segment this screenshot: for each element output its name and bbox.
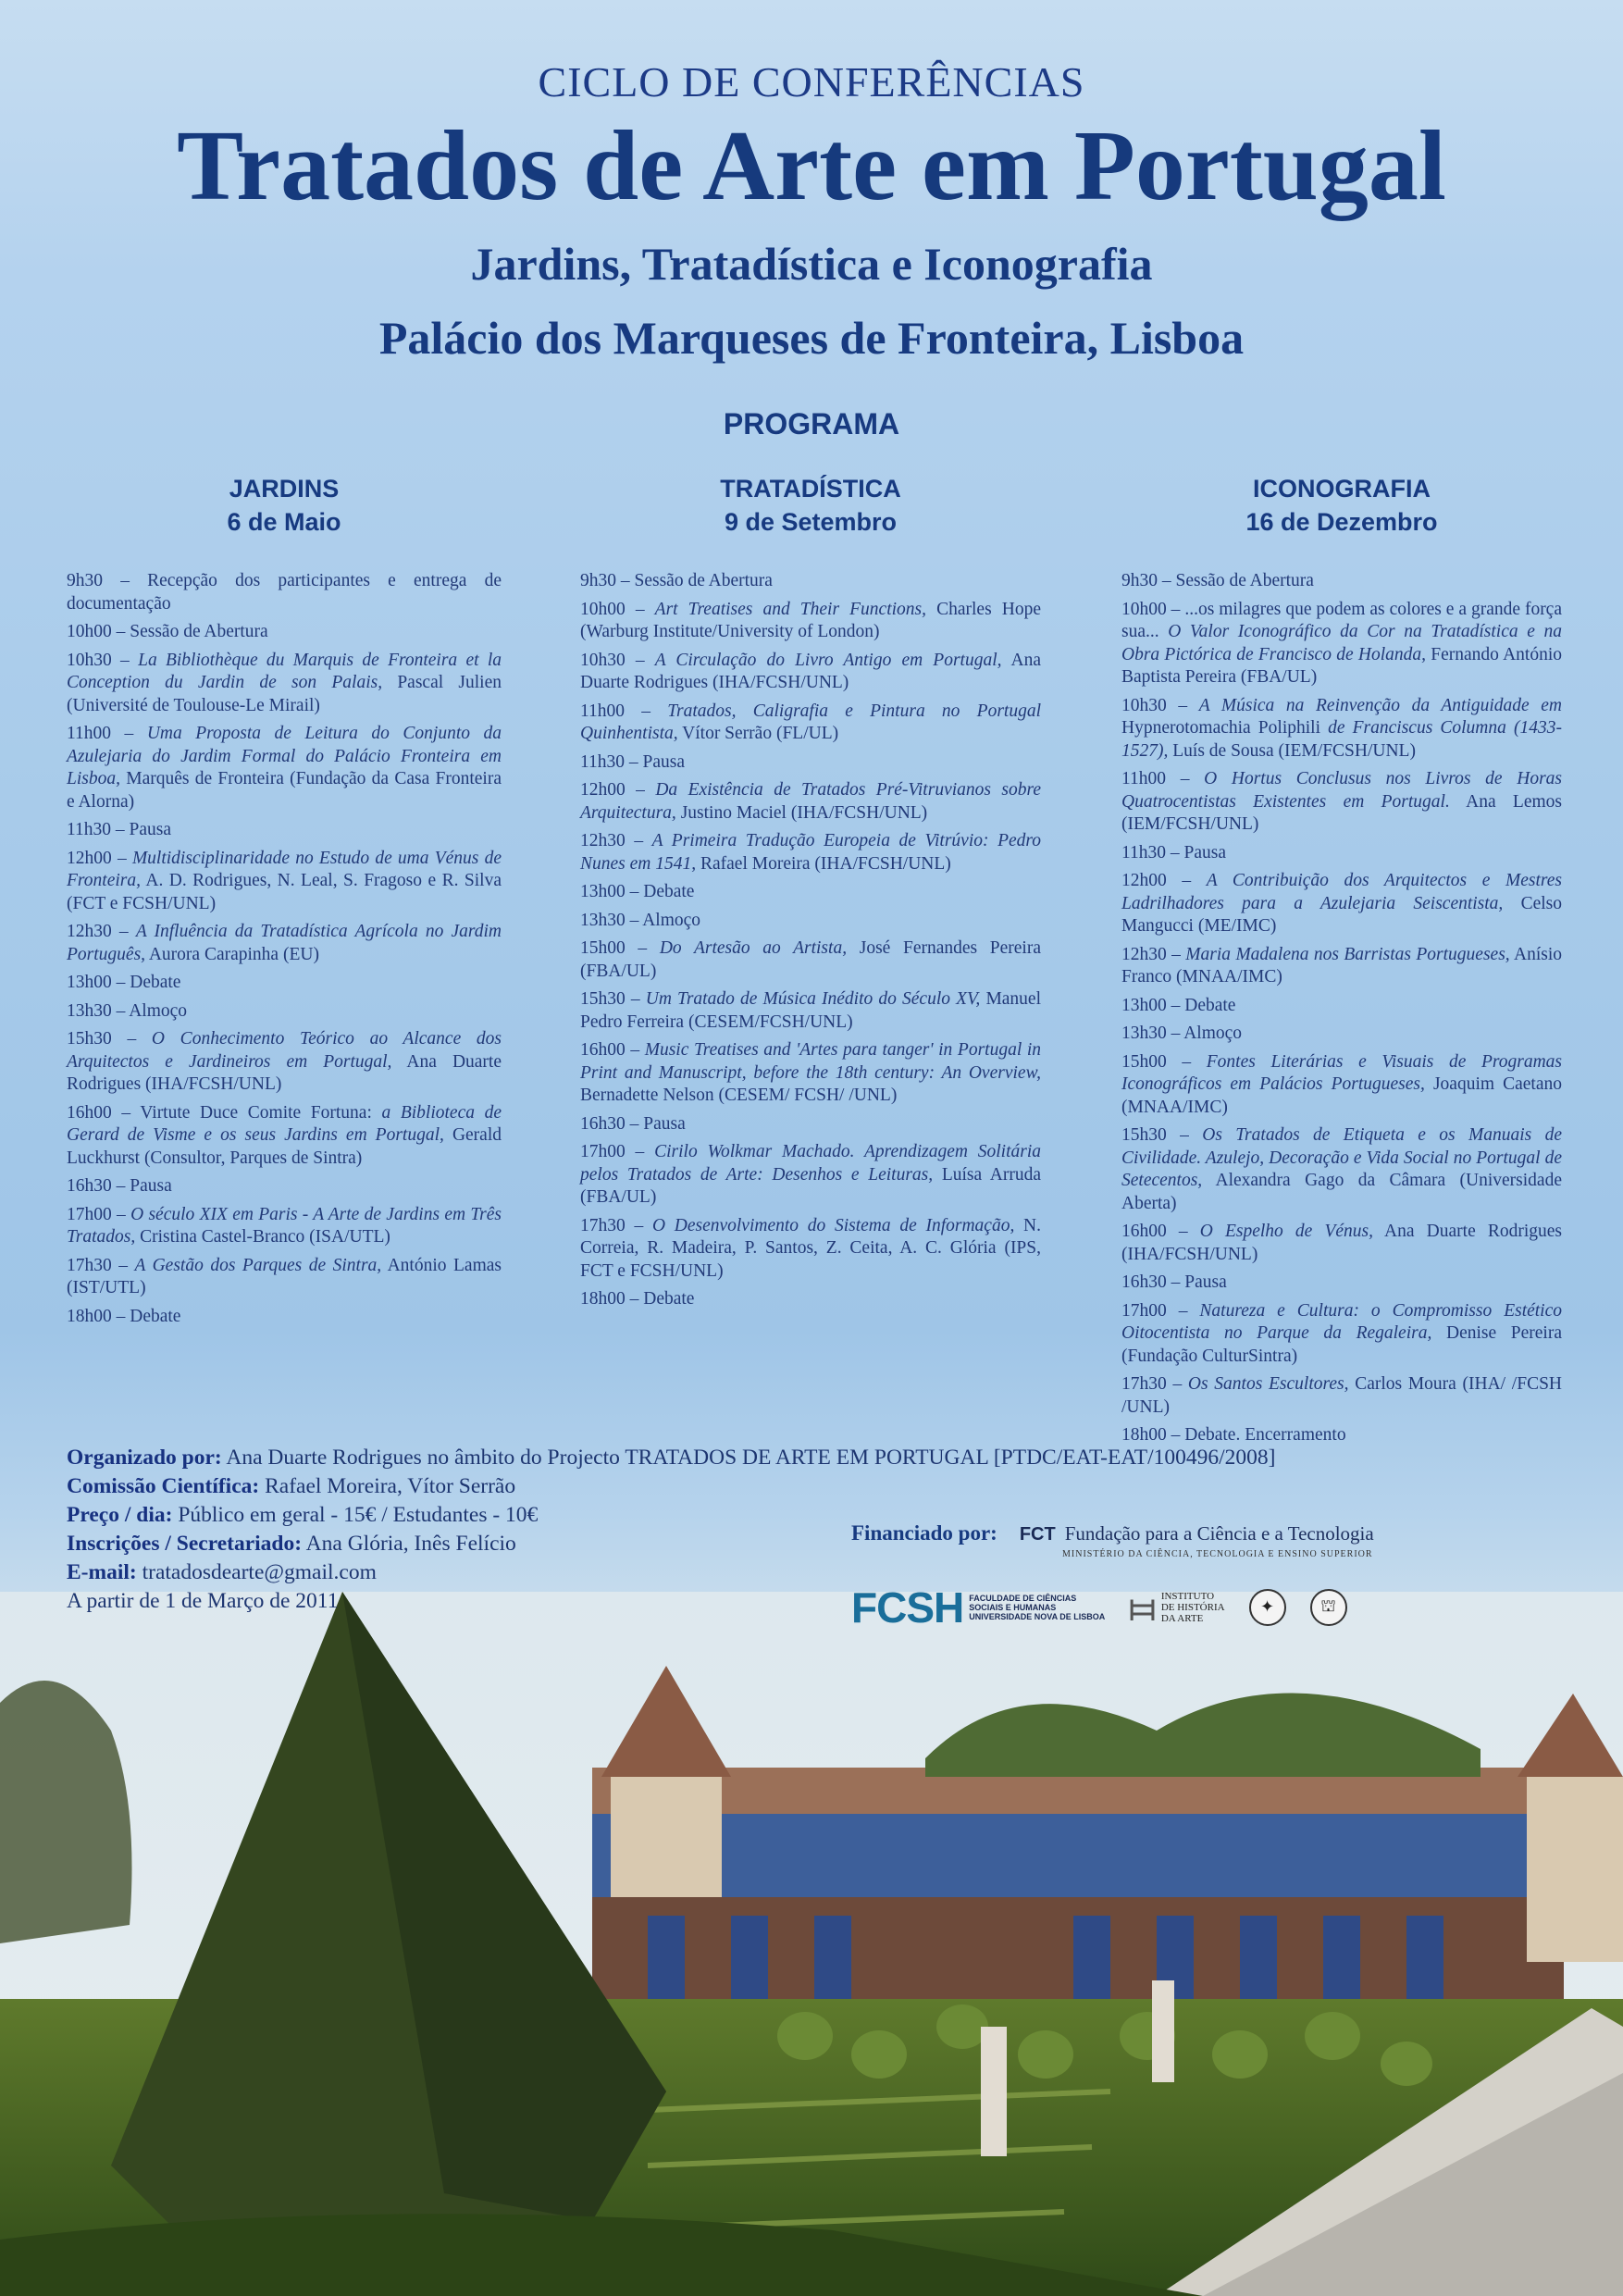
schedule-item: 15h30 – Um Tratado de Música Inédito do Século XV, Manuel Pedro Ferreira (CESEM/FCSH/UNL) — [580, 989, 1042, 1032]
page-subtitle: Jardins, Tratadística e Iconografia — [470, 238, 1153, 291]
programa-heading: PROGRAMA — [723, 407, 900, 441]
session-time: 10h00 — [580, 599, 626, 619]
session-time: 10h30 — [580, 650, 626, 670]
session-time: 11h00 — [580, 701, 626, 721]
session-text: Pascal Julien (Université de Toulouse-Le Mirail) — [67, 673, 502, 715]
schedule-item: 10h30 – A Música na Reinvenção da Antiguidade em Hypnerotomachia Poliphili de Franciscus Columna (1433-1527), Luís de Sousa (IEM/FCSH/UNL) — [1121, 695, 1562, 761]
session-text: Alexandra Gago da Câmara (Universidade Aberta) — [1121, 1171, 1562, 1213]
session-title: A Primeira Tradução Europeia de Vitrúvio: Pedro Nunes em 1541, — [580, 831, 1041, 874]
session-text: Debate — [643, 882, 695, 901]
schedule-item: 17h30 – Os Santos Escultores, Carlos Moura (IHA/ /FCSH /UNL) — [1121, 1374, 1563, 1417]
organizer-value: Ana Duarte Rodrigues no âmbito do Projecto TRATADOS DE ARTE EM PORTUGAL [PTDC/EAT-EAT/100496/2008] — [221, 1446, 1276, 1470]
session-time: 12h00 — [67, 848, 112, 868]
palace-seal-icon: ⛫ — [1310, 1589, 1347, 1626]
funding-line — [851, 1521, 1573, 1559]
schedule-list — [580, 570, 1041, 1311]
schedule-item: 11h30 – Pausa — [580, 751, 686, 772]
schedule-item: 17h30 – O Desenvolvimento do Sistema de Informação, N. Correia, R. Madeira, P. Santos, Z. Ceita, A. C. Glória (IPS, FCT e FCSH/UNL) — [580, 1215, 1042, 1281]
email-label: E-mail: — [67, 1560, 137, 1584]
schedule-item: 10h00 – ...os milagres que podem as colores e a grande força sua... O Valor Iconográfico da Cor na Tratadística e na Obra Pictórica de Francisco de Holanda, Fernando António Baptista Pereira (FBA/UL) — [1121, 599, 1562, 687]
schedule-item: 13h00 – Debate — [67, 973, 181, 992]
session-time: 18h00 — [1121, 1425, 1167, 1445]
session-text: Denise Pereira (Fundação CulturSintra) — [1121, 1323, 1562, 1366]
session-time: 11h30 — [580, 751, 626, 772]
session-time: 12h30 — [580, 831, 626, 850]
schedule-item: 17h00 – O século XIX em Paris - A Arte de Jardins em Três Tratados, Cristina Castel-Branco (ISA/UTL) — [67, 1204, 502, 1247]
session-title: a Biblioteca de Gerard de Visme e os seus Jardins em Portugal, — [67, 1102, 502, 1145]
session-text: Luísa Arruda (FBA/UL) — [580, 1164, 1041, 1207]
session-title: A Música na Reinvenção da Antiguidade em — [1198, 695, 1562, 715]
session-time: 17h30 — [580, 1215, 626, 1235]
session-text: Almoço — [1183, 1024, 1243, 1043]
session-time: 12h30 — [1121, 944, 1167, 964]
session-text: Almoço — [642, 910, 701, 930]
session-text: Sessão de Abertura — [1175, 571, 1314, 590]
session-text: Debate — [130, 1306, 181, 1326]
session-time: 17h30 — [1121, 1374, 1167, 1394]
session-title: de Franciscus Columna (1433-1527), — [1121, 718, 1562, 761]
session-time: 11h00 — [1121, 769, 1167, 788]
column-date: 9 de Setembro — [724, 508, 898, 536]
fct-ministry: MINISTÉRIO DA CIÊNCIA, TECNOLOGIA E ENSINO SUPERIOR — [1062, 1549, 1373, 1559]
schedule-item: 15h30 – Os Tratados de Etiqueta e os Manuais de Civilidade. Azulejo, Decoração e Vida Social no Portugal de Setecentos, Alexandra Gago da Câmara (Universidade Aberta) — [1121, 1125, 1562, 1213]
session-title: O Conhecimento Teórico ao Alcance dos Arquitectos e Jardineiros em Portugal, — [67, 1029, 502, 1072]
session-text: Pausa — [1183, 842, 1227, 863]
schedule-item: 11h30 – Pausa — [1121, 842, 1227, 863]
session-time: 13h00 — [67, 973, 112, 992]
schedule-list — [1121, 570, 1562, 1447]
session-text: Ana Duarte Rodrigues (IHA/FCSH/UNL) — [580, 650, 1042, 692]
session-title: Music Treatises and 'Artes para tanger' in Portugal in Print and Manuscript, before the 18th century: An Overview, — [580, 1040, 1042, 1083]
session-title: La Bibliothèque du Marquis de Fronteira et la Conception du Jardin de son Palais, — [67, 650, 502, 692]
schedule-item: 12h30 – Maria Madalena nos Barristas Portugueses, Anísio Franco (MNAA/IMC) — [1121, 944, 1562, 987]
fcsh-mark: FCSH — [851, 1582, 964, 1632]
schedule-item: 12h30 – A Influência da Tratadística Agrícola no Jardim Português, Aurora Carapinha (EU) — [67, 922, 502, 964]
session-time: 10h30 — [1121, 695, 1167, 715]
session-text: N. Correia, R. Madeira, P. Santos, Z. Ceita, A. C. Glória (IPS, FCT e FCSH/UNL) — [580, 1215, 1042, 1281]
session-time: 17h00 — [580, 1142, 626, 1161]
session-time: 9h30 — [580, 571, 616, 590]
fcsh-line: UNIVERSIDADE NOVA DE LISBOA — [969, 1611, 1106, 1621]
session-title: O Desenvolvimento do Sistema de Informação, — [651, 1215, 1015, 1235]
session-text: Ana Duarte Rodrigues (IHA/FCSH/UNL) — [67, 1051, 502, 1094]
session-title: Art Treatises and Their Functions, — [654, 599, 927, 619]
fcsh-text — [969, 1594, 1105, 1621]
session-title: A Circulação do Livro Antigo em Portugal, — [654, 650, 1002, 670]
organizer-label: Organizado por: — [67, 1446, 222, 1470]
session-time: 10h00 — [67, 622, 112, 641]
schedule-item: 16h30 – Pausa — [67, 1176, 172, 1196]
session-time: 18h00 — [67, 1306, 112, 1326]
column-heading — [580, 472, 1041, 539]
session-title: Um Tratado de Música Inédito do Século XV, — [645, 989, 981, 1009]
session-text: Manuel Pedro Ferreira (CESEM/FCSH/UNL) — [580, 989, 1042, 1032]
column-heading — [67, 472, 502, 539]
session-title: Os Tratados de Etiqueta e os Manuais de Civilidade. Azulejo, Decoração e Vida Social no Portugal de Setecentos, — [1121, 1125, 1562, 1190]
schedule-item: 15h30 – O Conhecimento Teórico ao Alcance dos Arquitectos e Jardineiros em Portugal, Ana Duarte Rodrigues (IHA/FCSH/UNL) — [67, 1029, 502, 1094]
column-title: ICONOGRAFIA — [1253, 475, 1431, 503]
session-title: Natureza e Cultura: o Compromisso Estético Oitocentista no Parque da Regaleira, — [1121, 1300, 1563, 1343]
session-time: 9h30 — [67, 571, 103, 590]
schedule-item: 11h00 – Tratados, Caligrafia e Pintura no Portugal Quinhentista, Vítor Serrão (FL/UL) — [580, 701, 1041, 743]
session-time: 16h30 — [67, 1176, 112, 1196]
column-date: 6 de Maio — [227, 508, 341, 536]
session-time: 13h30 — [67, 1000, 112, 1021]
schedule-list — [67, 570, 502, 1328]
funding-label: Financiado por: — [851, 1521, 997, 1545]
schedule-item: 18h00 – Debate — [580, 1289, 695, 1309]
session-time: 18h00 — [580, 1289, 626, 1309]
session-text: Recepção dos participantes e entrega de documentação — [67, 571, 502, 614]
session-text: Charles Hope (Warburg Institute/University of London) — [580, 599, 1041, 641]
iha-text — [1161, 1591, 1225, 1624]
session-title: A Gestão dos Parques de Sintra, — [134, 1255, 382, 1275]
session-text: Vítor Serrão (FL/UL) — [677, 724, 839, 743]
email-value[interactable]: tratadosdearte@gmail.com — [136, 1560, 377, 1584]
session-time: 9h30 — [1121, 571, 1158, 590]
session-time: 12h30 — [67, 922, 112, 941]
sponsor-logos — [851, 1582, 1573, 1632]
session-text: Fernando António Baptista Pereira (FBA/UL) — [1121, 644, 1562, 687]
session-text: Sessão de Abertura — [130, 622, 268, 641]
session-time: 13h00 — [580, 882, 626, 901]
session-time: 13h30 — [580, 910, 626, 930]
session-text: Pausa — [642, 751, 686, 772]
session-time: 16h30 — [1121, 1272, 1167, 1292]
schedule-item: 13h00 – Debate — [580, 882, 695, 901]
schedule-item: 16h30 – Pausa — [580, 1113, 686, 1134]
schedule-item: 13h30 – Almoço — [67, 1000, 188, 1021]
session-time: 17h00 — [1121, 1300, 1167, 1321]
header — [0, 57, 1623, 365]
schedule-item: 12h00 – A Contribuição dos Arquitectos e Mestres Ladrilhadores para a Azulejaria Seiscentista, Celso Mangucci (ME/IMC) — [1121, 871, 1562, 936]
schedule-item: 12h30 – A Primeira Tradução Europeia de Vitrúvio: Pedro Nunes em 1541, Rafael Moreira (IHA/FCSH/UNL) — [580, 831, 1041, 874]
session-time: 12h00 — [580, 780, 626, 800]
schedule-item: 17h30 – A Gestão dos Parques de Sintra, António Lamas (IST/UTL) — [67, 1255, 502, 1297]
session-text: Gerald Luckhurst (Consultor, Parques de Sintra) — [67, 1125, 502, 1168]
registration-label: Inscrições / Secretariado: — [67, 1532, 303, 1556]
schedule-item: 12h00 – Multidisciplinaridade no Estudo de uma Vénus de Fronteira, A. D. Rodrigues, N. Leal, S. Fragoso e R. Silva (FCT e FCSH/UNL) — [67, 848, 502, 913]
session-title: Cirilo Wolkmar Machado. Aprendizagem Solitária pelos Tratados de Arte: Desenhos e Leituras, — [580, 1142, 1042, 1185]
foundation-seal-icon: ✦ — [1249, 1589, 1286, 1626]
session-text: Pausa — [130, 1176, 172, 1196]
schedule-item: 18h00 – Debate. Encerramento — [1121, 1425, 1346, 1445]
schedule-item: 10h00 – Art Treatises and Their Functions, Charles Hope (Warburg Institute/University of London) — [580, 599, 1041, 641]
start-date-note: A partir de 1 de Março de 2011 — [67, 1589, 339, 1613]
column-jardins — [67, 472, 502, 1334]
session-text: Ana Lemos (IEM/FCSH/UNL) — [1121, 791, 1562, 834]
session-title: Uma Proposta de Leitura do Conjunto da Azulejaria do Jardim Formal do Palácio Fronteira em Lisboa, — [67, 724, 502, 788]
session-text: Carlos Moura (IHA/ /FCSH /UNL) — [1121, 1374, 1563, 1417]
session-time: 17h30 — [67, 1255, 112, 1275]
column-title: TRATADÍSTICA — [720, 475, 901, 503]
iha-line: INSTITUTO — [1160, 1590, 1215, 1602]
schedule-item: 18h00 – Debate — [67, 1306, 181, 1326]
column-iconografia — [1121, 472, 1562, 1453]
column-tratadistica — [580, 472, 1041, 1317]
session-time: 15h30 — [67, 1029, 112, 1049]
schedule-item: 11h00 – O Hortus Conclusus nos Livros de Horas Quatrocentistas Existentes em Portugal. Ana Lemos (IEM/FCSH/UNL) — [1121, 769, 1563, 834]
fcsh-line: SOCIAIS E HUMANAS — [969, 1602, 1057, 1612]
schedule-item: 16h00 – Music Treatises and 'Artes para tanger' in Portugal in Print and Manuscript, before the 18th century: An Overview, Bernadette Nelson (CESEM/ FCSH/ /UNL) — [580, 1040, 1042, 1105]
session-text: Rafael Moreira (IHA/FCSH/UNL) — [696, 853, 951, 874]
schedule-item: 10h00 – Sessão de Abertura — [67, 622, 268, 641]
session-text: Hypnerotomachia Poliphili — [1121, 718, 1329, 738]
session-title: O Hortus Conclusus nos Livros de Horas Quatrocentistas Existentes em Portugal. — [1121, 769, 1563, 812]
session-time: 16h00 — [580, 1040, 626, 1060]
column-heading — [1121, 472, 1562, 539]
column-date: 16 de Dezembro — [1245, 508, 1438, 536]
page-title: Tratados de Arte em Portugal — [177, 111, 1446, 221]
session-title: A Influência da Tratadística Agrícola no Jardim Português, — [67, 922, 502, 964]
price-value: Público em geral - 15€ / Estudantes - 10€ — [172, 1503, 539, 1527]
schedule-item: 16h00 – O Espelho de Vénus, Ana Duarte Rodrigues (IHA/FCSH/UNL) — [1121, 1222, 1563, 1264]
session-text: Almoço — [129, 1000, 188, 1021]
session-time: 13h30 — [1121, 1024, 1167, 1043]
schedule-item: 9h30 – Sessão de Abertura — [580, 571, 773, 590]
garden-illustration — [0, 1592, 1623, 2296]
schedule-item: 11h30 – Pausa — [67, 820, 172, 839]
session-title: Fontes Literárias e Visuais de Programas Iconográficos em Palácios Portugueses, — [1121, 1051, 1563, 1094]
session-time: 16h00 — [67, 1102, 112, 1123]
session-time: 11h30 — [1121, 842, 1167, 863]
schedule-item: 16h30 – Pausa — [1121, 1272, 1227, 1292]
schedule-item: 17h00 – Cirilo Wolkmar Machado. Aprendizagem Solitária pelos Tratados de Arte: Desenhos e Leituras, Luísa Arruda (FBA/UL) — [580, 1142, 1042, 1207]
committee-row — [67, 1472, 1547, 1501]
session-text: Ana Duarte Rodrigues (IHA/FCSH/UNL) — [1121, 1222, 1563, 1264]
session-time: 11h00 — [67, 724, 112, 743]
session-text: Bernadette Nelson (CESEM/ FCSH/ /UNL) — [580, 1086, 898, 1105]
session-time: 15h30 — [1121, 1125, 1167, 1145]
session-text: Sessão de Abertura — [634, 571, 773, 590]
session-title: O século XIX em Paris - A Arte de Jardins em Três Tratados, — [67, 1204, 502, 1247]
session-time: 15h00 — [1121, 1051, 1167, 1072]
event-series-label: CICLO DE CONFERÊNCIAS — [538, 58, 1085, 105]
price-label: Preço / dia: — [67, 1503, 173, 1527]
iha-logo — [1129, 1582, 1224, 1632]
session-text: Joaquim Caetano (MNAA/IMC) — [1121, 1074, 1563, 1117]
session-text: Debate — [130, 973, 181, 992]
session-time: 12h00 — [1121, 871, 1167, 890]
session-title: A Contribuição dos Arquitectos e Mestres Ladrilhadores para a Azulejaria Seiscentista, — [1121, 871, 1562, 913]
session-time: 15h00 — [580, 938, 626, 958]
session-time: 17h00 — [67, 1204, 112, 1224]
session-text: Pausa — [129, 820, 172, 839]
organizer-row — [67, 1444, 1547, 1472]
session-text: Cristina Castel-Branco (ISA/UTL) — [135, 1227, 390, 1247]
session-text: Virtute Duce Comite Fortuna: — [140, 1102, 382, 1123]
session-text: Pausa — [1184, 1272, 1227, 1292]
schedule-item: 12h00 – Da Existência de Tratados Pré-Vitruvianos sobre Arquitectura, Justino Maciel (IHA/FCSH/UNL) — [580, 780, 1041, 823]
session-text: Debate — [643, 1289, 695, 1309]
session-title: Tratados, Caligrafia e Pintura no Portugal Quinhentista, — [580, 701, 1041, 743]
session-time: 10h30 — [67, 650, 112, 670]
funding-block — [851, 1521, 1573, 1632]
iha-mark-icon: ⧦ — [1129, 1582, 1156, 1630]
schedule-item: 15h00 – Do Artesão ao Artista, José Fernandes Pereira (FBA/UL) — [580, 938, 1041, 981]
committee-value: Rafael Moreira, Vítor Serrão — [259, 1474, 516, 1498]
column-title: JARDINS — [229, 475, 340, 503]
session-title: Do Artesão ao Artista, — [659, 938, 848, 958]
session-title: O Espelho de Vénus, — [1199, 1222, 1373, 1241]
schedule-item: 13h00 – Debate — [1121, 995, 1236, 1015]
session-text: Debate — [1184, 995, 1236, 1015]
session-time: 13h00 — [1121, 995, 1167, 1015]
session-text: A. D. Rodrigues, N. Leal, S. Fragoso e R. Silva (FCT e FCSH/UNL) — [67, 871, 502, 913]
venue-label: Palácio dos Marqueses de Fronteira, Lisboa — [378, 312, 1245, 365]
fct-name: Fundação para a Ciência e a Tecnologia — [1064, 1522, 1374, 1545]
fcsh-logo — [851, 1582, 1105, 1632]
session-text: ...os milagres que podem as colores e a grande força sua... — [1121, 599, 1562, 641]
session-text: Aurora Carapinha (EU) — [145, 944, 319, 964]
session-text: Debate. Encerramento — [1184, 1425, 1346, 1445]
session-title: Da Existência de Tratados Pré-Vitruvianos sobre Arquitectura, — [580, 780, 1041, 823]
session-time: 16h00 — [1121, 1222, 1167, 1241]
schedule-item: 11h00 – Uma Proposta de Leitura do Conjunto da Azulejaria do Jardim Formal do Palácio Fronteira em Lisboa, Marquês de Fronteira (Fundação da Casa Fronteira e Alorna) — [67, 724, 502, 812]
session-text: Pausa — [643, 1113, 686, 1134]
schedule-item: 10h30 – La Bibliothèque du Marquis de Fronteira et la Conception du Jardin de son Palais, Pascal Julien (Université de Toulouse-Le Mirail) — [67, 650, 502, 715]
iha-line: DA ARTE — [1160, 1612, 1204, 1624]
session-text: António Lamas (IST/UTL) — [67, 1255, 502, 1297]
schedule-item: 17h00 – Natureza e Cultura: o Compromisso Estético Oitocentista no Parque da Regaleira, Denise Pereira (Fundação CulturSintra) — [1121, 1300, 1563, 1366]
committee-label: Comissão Científica: — [67, 1474, 260, 1498]
session-text: Luís de Sousa (IEM/FCSH/UNL) — [1168, 740, 1416, 761]
schedule-item: 9h30 – Sessão de Abertura — [1121, 571, 1314, 590]
fcsh-line: FACULDADE DE CIÊNCIAS — [969, 1593, 1077, 1603]
session-title: Maria Madalena nos Barristas Portugueses, — [1185, 944, 1510, 964]
session-title: Multidisciplinaridade no Estudo de uma Vénus de Fronteira, — [67, 848, 502, 890]
session-text: José Fernandes Pereira (FBA/UL) — [580, 938, 1041, 981]
session-text: Celso Mangucci (ME/IMC) — [1121, 893, 1562, 936]
registration-value: Ana Glória, Inês Felício — [302, 1532, 516, 1556]
session-text: Marquês de Fronteira (Fundação da Casa Fronteira e Alorna) — [67, 769, 502, 812]
fct-logo: FCT — [1019, 1524, 1056, 1545]
session-time: 11h30 — [67, 820, 112, 839]
session-time: 10h00 — [1121, 599, 1167, 619]
session-title: Os Santos Escultores, — [1187, 1374, 1349, 1394]
schedule-item: 13h30 – Almoço — [580, 910, 701, 930]
garden-photo — [0, 1592, 1623, 2296]
session-title: O Valor Iconográfico da Cor na Tratadística e na Obra Pictórica de Francisco de Holanda, — [1121, 622, 1562, 664]
iha-line: DE HISTÓRIA — [1160, 1601, 1225, 1613]
schedule-item: 15h00 – Fontes Literárias e Visuais de Programas Iconográficos em Palácios Portugueses, Joaquim Caetano (MNAA/IMC) — [1121, 1051, 1563, 1117]
session-time: 16h30 — [580, 1113, 626, 1134]
schedule-item: 13h30 – Almoço — [1121, 1024, 1243, 1043]
session-time: 15h30 — [580, 989, 626, 1009]
schedule-item: 16h00 – Virtute Duce Comite Fortuna: a Biblioteca de Gerard de Visme e os seus Jardins em Portugal, Gerald Luckhurst (Consultor, Parques de Sintra) — [67, 1102, 502, 1168]
session-text: Anísio Franco (MNAA/IMC) — [1121, 944, 1562, 987]
session-text: Justino Maciel (IHA/FCSH/UNL) — [675, 802, 928, 823]
schedule-item: 9h30 – Recepção dos participantes e entrega de documentação — [67, 571, 502, 614]
schedule-item: 10h30 – A Circulação do Livro Antigo em Portugal, Ana Duarte Rodrigues (IHA/FCSH/UNL) — [580, 650, 1042, 692]
